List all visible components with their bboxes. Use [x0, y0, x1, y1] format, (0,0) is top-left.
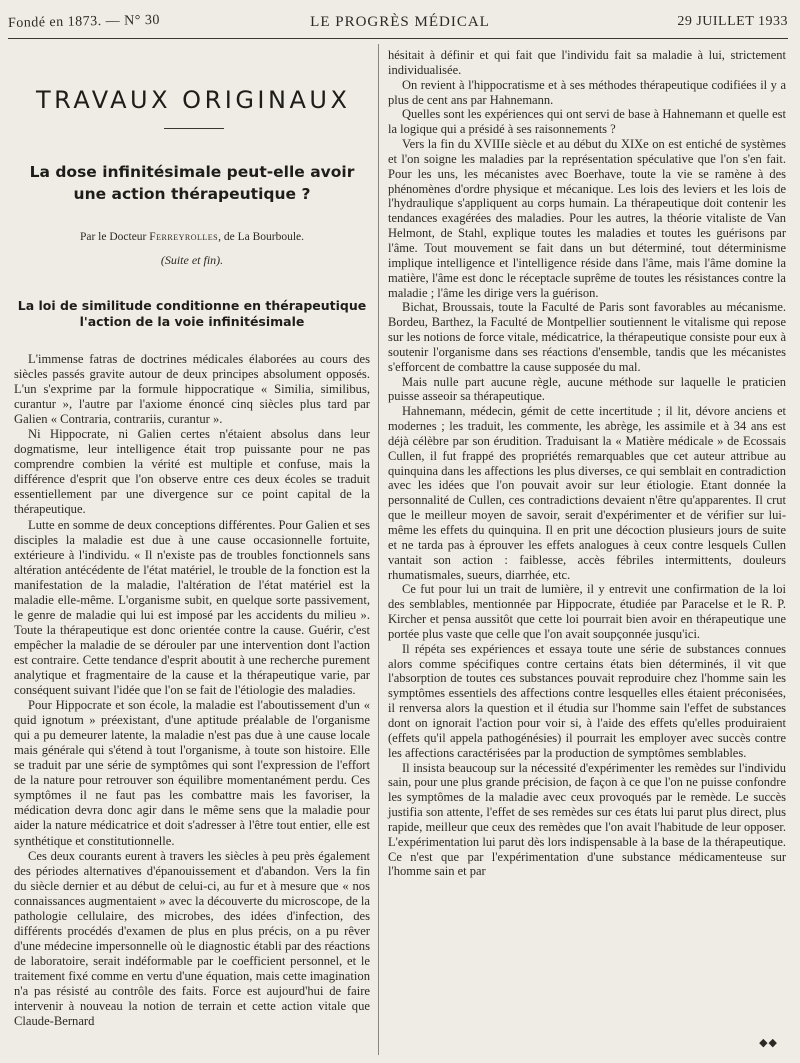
byline — [14, 231, 370, 243]
paragraph: Il insista beaucoup sur la nécessité d'expérimenter les remèdes sur l'individu sain, pour une plus grande précision, de façon à ce que l'on ne puisse confondre les symptômes de la maladie avec ceux provoqués par le remède. Le succès justifia son attente, l'effet de ses remèdes sur ces états lui parut plus direct, plus rapide, meilleur que ceux des remèdes que l'on avait l'habitude de leur opposer. L'expérimentation lui parut dès lors indispensable à la base de la thérapeutique. Ce n'est que par l'expérimentation d'une substance médicamenteuse sur l'homme sain et par — [388, 760, 786, 879]
paragraph: Lutte en somme de deux conceptions différentes. Pour Galien et ses disciples la maladie est due à une cause occasionnelle fortuite, extérieure à l'individu. « Il n'existe pas de troubles fonctionnels sans altération antécédente de l'état matériel, le trouble de la fonction est la manifestation de la maladie, l'altération de l'état matériel est la maladie elle-même. L'organisme subit, en quelque sorte passivement, le genre de maladie qui lui est imposé par les accidents du milieu ». Toute la thérapeutique est donc orientée contre la cause. Guérir, c'est empêcher la maladie de se dérouler par une intervention dont l'action est contraire. Cette tendance d'esprit aboutit à une recherche purement analytique et fragmentaire de la cause et la thérapeutique varie, par conséquent suivant l'idée que l'on se fait de l'étiologie des maladies. — [14, 517, 370, 698]
article-title-line-1: La dose infinitésimale peut-elle avoir — [29, 163, 355, 181]
paragraph: Bichat, Broussais, toute la Faculté de Paris sont favorables au mécanisme. Bordeu, Barthez, la Faculté de Montpellier soutiennent le vitalisme qui repose sur les notions de force vitale, médicatrice, la thérapeutique consiste pour eux à soutenir l'organisme dans ses réactions d'ensemble, tandis que les mécanistes s'efforcent de combattre la cause supposée du mal. — [388, 300, 786, 374]
paragraph: Vers la fin du XVIIIe siècle et au début du XIXe on est entiché de systèmes et l'on soigne les maladies par la représentation spéculative que l'on s'en fait. Pour les uns, les mécanistes avec Boerhave, toute la vie se ramène à des phénomènes d'ordre physique et mécanique. Les lois des leviers et les lois de l'hydraulique s'appliquent au corps humain. La thérapeutique doit contenir les tendances exagérées des maladies. Pour les autres, la théorie vitaliste de Van Helmont, de Stahl, explique toutes les maladies et toutes les guérisons par l'âme. Tout mouvement se fait dans un but déterminé, tout déterminisme implique intelligence et l'intelligence réside dans l'âme, mais l'âme domine la matière, l'âme est donc le réceptacle suprême de toutes les résistances contre la maladie ; l'âme les dirige vers la guérison. — [388, 137, 786, 300]
byline-prefix: Par le Docteur — [79, 231, 150, 243]
paragraph: Hahnemann, médecin, gémit de cette incertitude ; il lit, dévore anciens et modernes ; les traduit, les commente, les abrège, les assimile et à 34 ans est déjà célèbre par son érudition. Traduisant la « Matière médicale » de Ecossais Cullen, il fut frappé des propriétés remarquables que cet auteur attribue au quinquina dans les affections les plus diverses, ce qui semblait en contradiction avec les idées que l'on pouvait avoir sur leur étiologie. Etant donnée la personnalité de Cullen, ces contradictions devaient n'être qu'apparentes. Il crut que le meilleur moyen de savoir, serait d'expérimenter et de vérifier sur lui-même les effets du quinquina. Il en prit une décoction plusieurs jours de suite et ne tarda pas à éprouver les effets analogues à ceux contre lesquels Cullen vantait son action : faiblesse, accès fébriles intermittents, douleurs rhumatismales, sueurs, diarrhée, etc. — [388, 404, 786, 582]
paragraph: Ni Hippocrate, ni Galien certes n'étaient absolus dans leur dogmatisme, leur intelligence était trop puissante pour ne pas comprendre combien la vérité est multiple et confuse, mais la différence d'esprit que l'on observe entre ces deux écoles se traduit essentiellement par une divergence sur ce point capital de la thérapeutique. — [14, 427, 370, 517]
paragraph: hésitait à définir et qui fait que l'individu fait sa maladie à lui, strictement individualisée. — [388, 48, 786, 77]
paragraph: Il répéta ses expériences et essaya toute une série de substances connues alors comme spécifiques contre certains états bien déterminés, il vit que l'absorption de toutes ces substances pouvait reproduire chez l'homme sain les symptômes essentiels des affections contre lesquelles elles étaient préconisées, il renversa alors la question et il étudia sur l'homme sain l'effet de substances dont on ignorait l'action pour voir si, à l'aide des effets qu'elles produiraient (effets qu'il appela pathogénésies) il pourrait les employer avec succès contre les affections caractérisées par la production de symptômes semblables. — [388, 641, 786, 760]
paragraph: L'immense fatras de doctrines médicales élaborées au cours des siècles passés gravite autour de deux principes absolument opposés. L'un s'exprime par la formule hippocratique « Similia, similibus, curantur », l'autre par l'axiome énoncé cinq siècles plus tard par Galien « Contraria, contrariis, curantur ». — [14, 352, 370, 427]
paragraph: On revient à l'hippocratisme et à ses méthodes thérapeutique codifiées il y a plus de cent ans par Hahnemann. — [388, 77, 786, 107]
paragraph: Quelles sont les expériences qui ont servi de base à Hahnemann et quelle est la logique qui a présidé à ses raisonnements ? — [388, 107, 786, 137]
left-column — [14, 44, 370, 1029]
subsection-title-line-1: La loi de similitude conditionne en thérapeutique — [17, 298, 367, 313]
continuation-note: (Suite et fin). — [160, 253, 224, 267]
section-title: TRAVAUX ORIGINAUX — [36, 86, 351, 114]
column-divider — [378, 44, 379, 1055]
article-title — [14, 161, 370, 205]
paragraph: Pour Hippocrate et son école, la maladie est l'aboutissement d'un « quid ignotum » préexistant, d'une aptitude préalable de l'organisme qui a pu demeurer latente, la maladie n'est pas due à une cause locale mais générale qui s'étend à tout l'organisme, à toute son histoire. Elle se traduit par une série de symptômes qui sont l'expression de l'effort de la nature pour retrouver son équilibre momentanément perdu. Ces symptômes il ne faut pas les combattre mais les favoriser, la médication devra donc agir dans le même sens que la maladie pour aider la nature médicatrice et doit s'adresser à l'être tout entier, elle est synthétique et constitutionnelle. — [14, 698, 370, 848]
article-title-line-2: une action thérapeutique ? — [73, 185, 311, 203]
paragraph: Mais nulle part aucune règle, aucune méthode sur laquelle le praticien puisse asseoir sa thérapeutique. — [388, 374, 786, 404]
continuation-mark: ◆◆ — [759, 1036, 778, 1049]
left-body — [14, 352, 370, 1029]
paragraph: Ce fut pour lui un trait de lumière, il y entrevit une confirmation de la loi des semblables, mentionnée par Hippocrate, étudiée par Paracelse et le R. P. Kircher et pensa aussitôt que cette loi pourrait bien avoir en thérapeutique une portée plus vaste que celle que l'on avait soupçonnée jusqu'ici. — [388, 582, 786, 641]
journal-title: LE PROGRÈS MÉDICAL — [310, 14, 490, 30]
subsection-title — [14, 298, 370, 330]
right-column — [388, 48, 786, 879]
author-name: Ferreyrolles — [149, 231, 219, 243]
founding-line: Fondé en 1873. — N° 30 — [7, 12, 161, 31]
paragraph: Ces deux courants eurent à travers les siècles à peu près également des périodes alternatives d'épanouissement et d'abandon. Vers la fin du siècle dernier et au début de celui-ci, au fur et à mesure que « nos connaissances augmentaient » avec la découverte du microscope, de la pathologie cellulaire, des microbes, des idées d'infection, des différents procédés d'examen de plus en plus précis, on a pu rêver d'une médecine impersonnelle où le diagnostic établi par des réactions de laboratoire, serait indéformable par le coefficient personnel, et le traitement fixé comme en vertu d'une équation, mais cette imagination n'a pas résisté au contrôle des faits. Force est aujourd'hui de faire intervenir à nouveau la notion de terrain et cette action vitale que Claude-Bernard — [14, 848, 370, 1029]
header-rule — [8, 38, 788, 39]
byline-suffix: , de La Bourboule. — [218, 231, 305, 243]
subsection-title-line-2: l'action de la voie infinitésimale — [79, 314, 305, 329]
title-rule — [164, 128, 224, 129]
issue-date: 29 JUILLET 1933 — [677, 14, 788, 29]
